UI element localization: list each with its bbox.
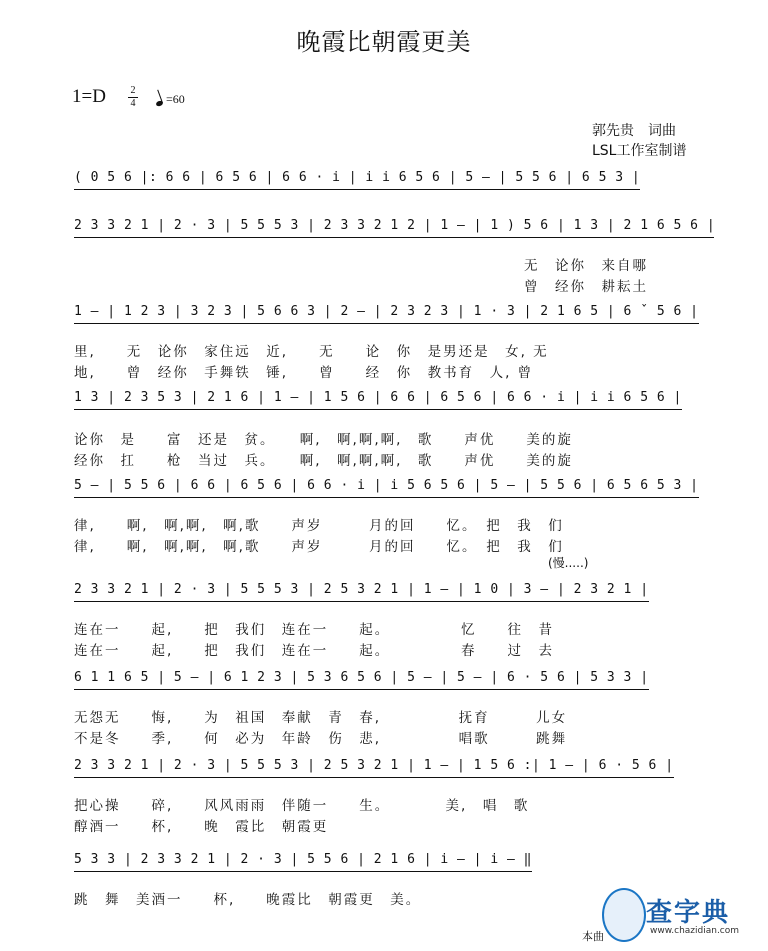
beam-line — [74, 237, 714, 238]
beam-line — [74, 601, 649, 602]
engraver-credit: LSL工作室制谱 — [592, 143, 687, 159]
notation-row: 2 3 3 2 1 | 2 · 3 | 5 5 5 3 | 2 5 3 2 1 | 1 — | 1 5 6 :| 1 — | 6 · 5 6 | — [74, 758, 674, 773]
notation-row: 6 1 1 6 5 | 5 — | 6 1 2 3 | 5 3 6 5 6 | 5 — | 5 — | 6 · 5 6 | 5 3 3 | — [74, 670, 649, 685]
watermark-brand: 查字典 — [646, 898, 731, 928]
notation-row: 1 — | 1 2 3 | 3 2 3 | 5 6 6 3 | 2 — | 2 3 2 3 | 1 · 3 | 2 1 6 5 | 6 ˇ 5 6 | — [74, 304, 699, 319]
owl-logo-icon — [602, 888, 646, 942]
lyric-line: 里, 无 论你 家住远 近, 无 论 你 是男还是 女, 无 — [74, 344, 549, 360]
lyric-line: 律, 啊, 啊,啊, 啊,歌 声岁 月的回 忆。 把 我 们 — [74, 518, 564, 534]
lyric-line: 跳 舞 美酒一 杯, 晚霞比 朝霞更 美。 — [74, 892, 422, 908]
beam-line — [74, 689, 649, 690]
time-numerator: 2 — [130, 85, 136, 96]
notation-row: 2 3 3 2 1 | 2 · 3 | 5 5 5 3 | 2 5 3 2 1 | 1 — | 1 0 | 3 — | 2 3 2 1 | — [74, 582, 649, 597]
lyric-line: 连在一 起, 把 我们 连在一 起。 春 过 去 — [74, 643, 555, 659]
notation-row: 5 3 3 | 2 3 3 2 1 | 2 · 3 | 5 5 6 | 2 1 6 | i — | i — ‖ — [74, 852, 532, 867]
lyric-line: 无 论你 来自哪 — [524, 258, 648, 274]
tempo-change-marking: (慢.....) — [548, 556, 589, 570]
notation-row: 2 3 3 2 1 | 2 · 3 | 5 5 5 3 | 2 3 3 2 1 2 | 1 — | 1 ) 5 6 | 1 3 | 2 1 6 5 6 | — [74, 218, 716, 233]
beam-line — [74, 777, 674, 778]
author-credit: 郭先贵 词曲 — [592, 123, 676, 139]
quarter-note-icon — [155, 100, 163, 107]
tempo-value: =60 — [166, 92, 185, 106]
lyric-line: 无怨无 悔, 为 祖国 奉献 青 春, 抚育 儿女 — [74, 710, 568, 726]
lyric-line: 经你 扛 枪 当过 兵。 啊, 啊,啊,啊, 歌 声优 美的旋 — [74, 453, 573, 469]
notation-row: 5 — | 5 5 6 | 6 6 | 6 5 6 | 6 6 · i | i 5 6 5 6 | 5 — | 5 5 6 | 6 5 6 5 3 | — [74, 478, 699, 493]
watermark — [598, 888, 758, 942]
lyric-line: 律, 啊, 啊,啊, 啊,歌 声岁 月的回 忆。 把 我 们 — [74, 539, 564, 555]
beam-line — [74, 497, 699, 498]
lyric-line: 地, 曾 经你 手舞铁 锤, 曾 经 你 教书育 人, 曾 — [74, 365, 534, 381]
watermark-url: www.chazidian.com — [650, 926, 740, 936]
lyric-line: 曾 经你 耕耘土 — [524, 279, 648, 295]
beam-line — [74, 189, 640, 190]
lyric-line: 不是冬 季, 何 必为 年龄 伤 悲, 唱歌 跳舞 — [74, 731, 568, 747]
time-signature — [128, 86, 138, 109]
lyric-line: 论你 是 富 还是 贫。 啊, 啊,啊,啊, 歌 声优 美的旋 — [74, 432, 573, 448]
lyric-line: 连在一 起, 把 我们 连在一 起。 忆 往 昔 — [74, 622, 555, 638]
beam-line — [74, 871, 532, 872]
watermark-prefix: 本曲 — [582, 930, 604, 943]
notation-row: 1 3 | 2 3 5 3 | 2 1 6 | 1 — | 1 5 6 | 6 6 | 6 5 6 | 6 6 · i | i i 6 5 6 | — [74, 390, 682, 405]
page-title: 晚霞比朝霞更美 — [296, 28, 472, 56]
notation-row: ( 0 5 6 |: 6 6 | 6 5 6 | 6 6 · i | i i 6 5 6 | 5 — | 5 5 6 | 6 5 3 | — [74, 170, 641, 185]
time-denominator: 4 — [130, 98, 136, 109]
key-signature: 1=D — [72, 86, 106, 107]
lyric-line: 把心操 碎, 风风雨雨 伴随一 生。 美, 唱 歌 — [74, 798, 530, 814]
tempo-marking — [156, 92, 185, 107]
beam-line — [74, 323, 699, 324]
beam-line — [74, 409, 682, 410]
lyric-line: 醇酒一 杯, 晚 霞比 朝霞更 — [74, 819, 329, 835]
